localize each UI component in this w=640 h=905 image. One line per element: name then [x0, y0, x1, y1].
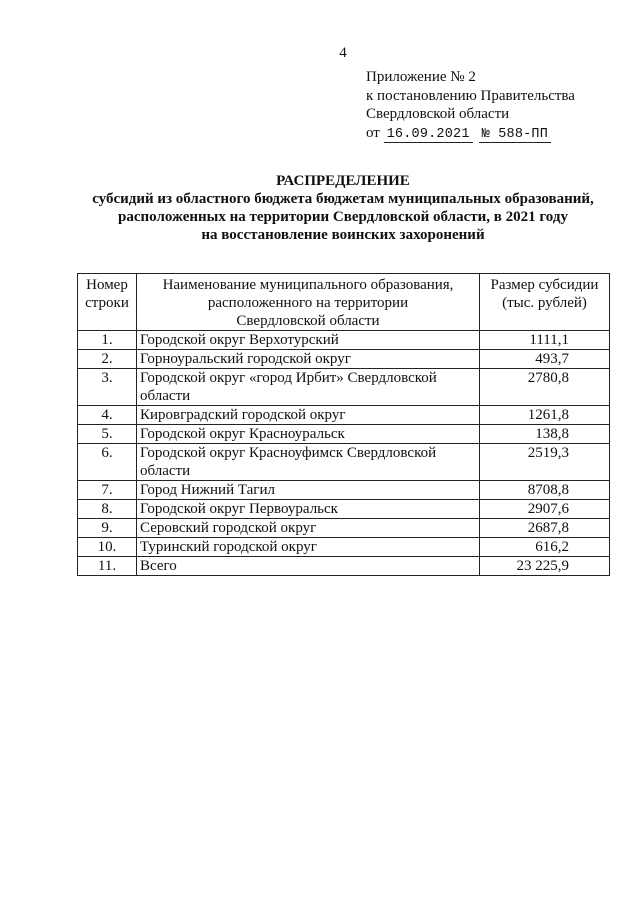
row-number: 9.	[78, 519, 137, 538]
municipality-name: Городской округ Красноуфимск Свердловской области	[137, 444, 480, 481]
municipality-name: Туринский городской округ	[137, 538, 480, 557]
subsidy-amount: 1111,1	[480, 331, 610, 350]
appendix-region: Свердловской области	[366, 106, 510, 122]
total-label: Всего	[137, 557, 480, 576]
header-line: Наименование муниципального образования,	[162, 277, 454, 293]
header-line: расположенного на территории	[207, 295, 409, 311]
appendix-date-line	[366, 124, 575, 145]
decree-date: 16.09.2021	[384, 127, 473, 143]
header-municipality-name	[137, 274, 480, 331]
subsidy-amount: 8708,8	[480, 481, 610, 500]
table-header-row	[78, 274, 610, 331]
subsidy-amount: 1261,8	[480, 406, 610, 425]
table-row	[78, 538, 610, 557]
header-line: (тыс. рублей)	[502, 295, 587, 311]
row-number: 2.	[78, 350, 137, 369]
table-row	[78, 331, 610, 350]
table-row	[78, 369, 610, 406]
date-prefix: от	[366, 124, 380, 141]
row-number: 6.	[78, 444, 137, 481]
table-total-row	[78, 557, 610, 576]
total-amount: 23 225,9	[480, 557, 610, 576]
subsidy-amount: 2907,6	[480, 500, 610, 519]
header-line: строки	[85, 295, 129, 311]
municipality-name: Городской округ «город Ирбит» Свердловской области	[137, 369, 480, 406]
municipality-name: Городской округ Красноуральск	[137, 425, 480, 444]
row-number: 8.	[78, 500, 137, 519]
subsidy-amount: 616,2	[480, 538, 610, 557]
subsidy-amount: 2519,3	[480, 444, 610, 481]
decree-number: № 588-ПП	[479, 127, 551, 143]
subsidy-amount: 493,7	[480, 350, 610, 369]
header-line: Номер	[86, 277, 128, 293]
row-number: 5.	[78, 425, 137, 444]
title-heading: РАСПРЕДЕЛЕНИЕ	[276, 173, 410, 189]
document-title	[46, 172, 640, 244]
row-number: 1.	[78, 331, 137, 350]
subsidy-amount: 2780,8	[480, 369, 610, 406]
title-line-3: на восстановление воинских захоронений	[201, 227, 485, 243]
table-row	[78, 500, 610, 519]
appendix-title: Приложение № 2	[366, 69, 476, 85]
header-subsidy-amount	[480, 274, 610, 331]
appendix-block	[366, 68, 575, 144]
municipality-name: Городской округ Первоуральск	[137, 500, 480, 519]
header-line: Размер субсидии	[490, 277, 599, 293]
table-row	[78, 425, 610, 444]
municipality-name: Город Нижний Тагил	[137, 481, 480, 500]
municipality-name: Горноуральский городской округ	[137, 350, 480, 369]
municipality-name: Городской округ Верхотурский	[137, 331, 480, 350]
subsidy-amount: 138,8	[480, 425, 610, 444]
row-number: 4.	[78, 406, 137, 425]
row-number: 11.	[78, 557, 137, 576]
subsidy-amount: 2687,8	[480, 519, 610, 538]
row-number: 10.	[78, 538, 137, 557]
table-row	[78, 481, 610, 500]
page-number: 4	[339, 45, 347, 61]
table-row	[78, 444, 610, 481]
row-number: 3.	[78, 369, 137, 406]
municipality-name: Кировградский городской округ	[137, 406, 480, 425]
table-row	[78, 519, 610, 538]
header-line: Свердловской области	[236, 313, 380, 329]
subsidy-table	[77, 273, 610, 576]
title-line-1: субсидий из областного бюджета бюджетам муниципальных образований,	[92, 191, 594, 207]
row-number: 7.	[78, 481, 137, 500]
appendix-reference: к постановлению Правительства	[366, 87, 575, 104]
table-row	[78, 406, 610, 425]
municipality-name: Серовский городской округ	[137, 519, 480, 538]
table-row	[78, 350, 610, 369]
header-row-number	[78, 274, 137, 331]
title-line-2: расположенных на территории Свердловской области, в 2021 году	[118, 209, 568, 225]
